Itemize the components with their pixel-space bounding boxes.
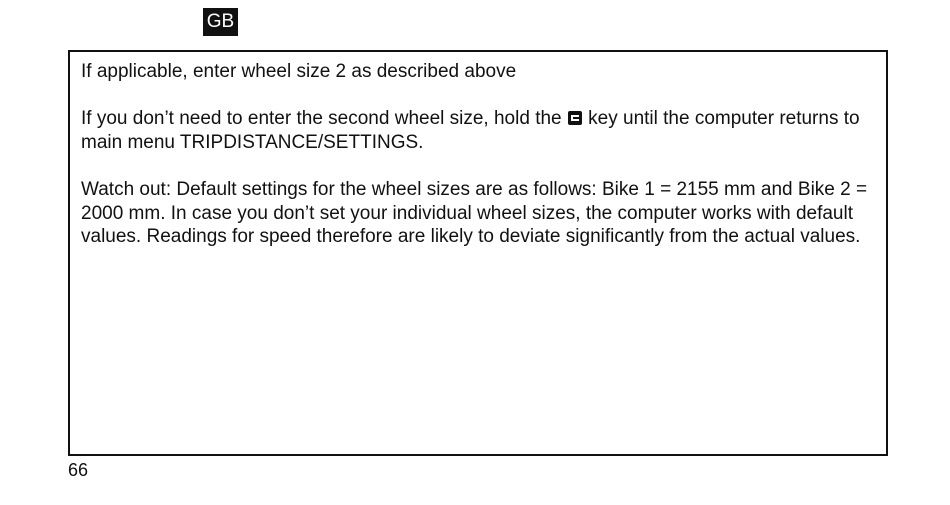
- instruction-box: [68, 50, 888, 456]
- paragraph-text-after-icon: key until the computer returns to main menu TRIPDISTANCE/SETTINGS.: [81, 108, 860, 153]
- warning-paragraph-default-settings: Watch out: Default settings for the wheel sizes are as follows: Bike 1 = 2155 mm and Bike 2 = 2000 mm. In case you don’t set your individual wheel sizes, the computer works with default values. Readings for speed therefore are likely to deviate significantly from the actual values.: [81, 179, 868, 247]
- instruction-paragraph-skip-second-wheel: [81, 107, 872, 154]
- c-key-icon: [568, 111, 582, 125]
- instruction-paragraph-wheel-size-2: If applicable, enter wheel size 2 as described above: [81, 61, 517, 82]
- paragraph-text-before-icon: If you don’t need to enter the second wheel size, hold the: [81, 108, 567, 129]
- page-number: 66: [68, 460, 89, 480]
- language-tab: GB: [203, 8, 238, 36]
